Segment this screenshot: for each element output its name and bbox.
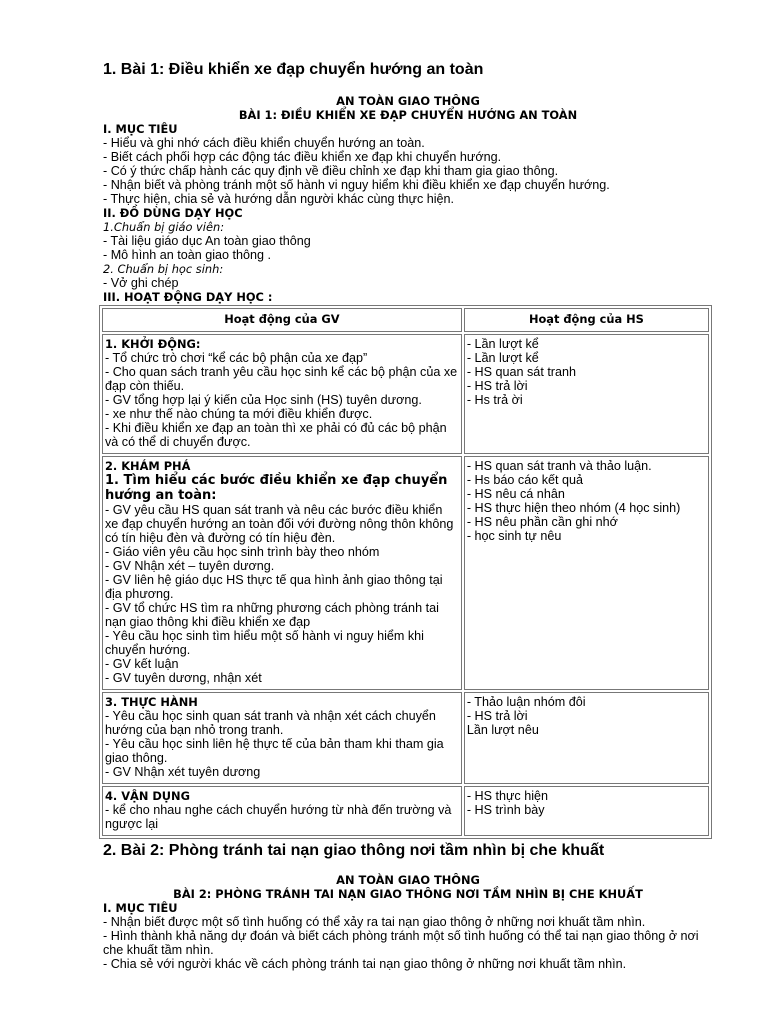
lesson2-objectives bbox=[103, 915, 713, 971]
lesson1-title-line2: BÀI 1: ĐIỀU KHIỂN XE ĐẠP CHUYỂN HƯỚNG AN TOÀN bbox=[238, 108, 578, 122]
lesson2-title-line2: BÀI 2: PHÒNG TRÁNH TAI NẠN GIAO THÔNG NƠI TẦM NHÌN BỊ CHE KHUẤT bbox=[173, 887, 643, 901]
gv-cell bbox=[102, 692, 462, 784]
gv-line: - Yêu cầu học sinh liên hệ thực tế của bản tham khi tham gia giao thông. bbox=[105, 737, 444, 765]
hs-line: - HS nêu cá nhân bbox=[466, 487, 565, 501]
table-row-practice bbox=[102, 692, 709, 784]
column-header-hs: Hoạt động của HS bbox=[464, 308, 709, 332]
hs-line: - học sinh tự nêu bbox=[466, 529, 562, 543]
hs-line: - HS trình bày bbox=[466, 803, 545, 817]
objective-item: - Hình thành khả năng dự đoán và biết cách phòng tránh một số tình huống có thể tai nạn giao thông ở nơi che khuất tầm nhìn. bbox=[103, 929, 699, 957]
hs-line: - Lần lượt kể bbox=[466, 351, 539, 365]
lesson1-title-line1: AN TOÀN GIAO THÔNG bbox=[336, 94, 480, 108]
activities-table bbox=[99, 305, 712, 839]
hs-line: - Hs trả ời bbox=[466, 393, 523, 407]
objective-item: - Hiểu và ghi nhớ cách điều khiển chuyển hướng an toàn. bbox=[103, 136, 425, 150]
activity-heading: 2. KHÁM PHÁ bbox=[105, 459, 191, 473]
activity-heading: 3. THỰC HÀNH bbox=[105, 695, 198, 709]
gv-line: - Tổ chức trò chơi “kể các bộ phận của xe đạp” bbox=[105, 351, 368, 365]
hs-line: - HS thực hiện theo nhóm (4 học sinh) bbox=[466, 501, 681, 515]
lesson1-section1-title: I. MỤC TIÊU bbox=[103, 122, 178, 136]
lesson1-section2-title: II. ĐỒ DÙNG DẠY HỌC bbox=[103, 206, 243, 220]
table-row-apply bbox=[102, 786, 709, 836]
hs-cell bbox=[464, 786, 709, 836]
activity-heading: 1. KHỞI ĐỘNG: bbox=[105, 337, 201, 351]
gv-line: - GV tuyên dương, nhận xét bbox=[105, 671, 262, 685]
lesson1-objectives bbox=[103, 136, 713, 206]
student-prep-item: - Vở ghi chép bbox=[103, 276, 179, 290]
teacher-prep-item: - Mô hình an toàn giao thông . bbox=[103, 248, 272, 262]
gv-cell bbox=[102, 456, 462, 690]
objective-item: - Thực hiện, chia sẻ và hướng dẫn người khác cùng thực hiện. bbox=[103, 192, 455, 206]
hs-line: - HS trả lời bbox=[466, 709, 528, 723]
lesson2-section1-title: I. MỤC TIÊU bbox=[103, 901, 178, 915]
gv-line: - kể cho nhau nghe cách chuyển hướng từ nhà đến trường và ngược lại bbox=[105, 803, 452, 831]
lesson1-heading: 1. Bài 1: Điều khiển xe đạp chuyển hướng an toàn bbox=[103, 61, 484, 78]
column-header-gv: Hoạt động của GV bbox=[102, 308, 462, 332]
gv-line: - GV kết luận bbox=[105, 657, 179, 671]
hs-line: - HS trả lời bbox=[466, 379, 528, 393]
lesson2-heading: 2. Bài 2: Phòng tránh tai nạn giao thông nơi tầm nhìn bị che khuất bbox=[103, 842, 605, 859]
objective-item: - Biết cách phối hợp các động tác điều khiển xe đạp khi chuyển hướng. bbox=[103, 150, 502, 164]
table-row-warmup bbox=[102, 334, 709, 454]
gv-cell bbox=[102, 334, 462, 454]
hs-line: Lần lượt nêu bbox=[466, 723, 539, 737]
gv-line: - Khi điều khiển xe đạp an toàn thì xe phải có đủ các bộ phận và có thể di chuyển được. bbox=[105, 421, 447, 449]
teacher-prep-heading: 1.Chuẩn bị giáo viên: bbox=[103, 220, 225, 234]
activity-subheading: 1. Tìm hiểu các bước điều khiển xe đạp chuyển hướng an toàn: bbox=[105, 473, 448, 503]
objective-item: - Nhận biết và phòng tránh một số hành vi nguy hiểm khi điều khiển xe đạp chuyển hướng. bbox=[103, 178, 610, 192]
hs-cell bbox=[464, 692, 709, 784]
hs-line: - Lần lượt kể bbox=[466, 337, 539, 351]
activity-heading: 4. VẬN DỤNG bbox=[105, 789, 190, 803]
hs-line: - Hs báo cáo kết quả bbox=[466, 473, 584, 487]
gv-line: - Yêu cầu học sinh tìm hiểu một số hành vi nguy hiểm khi chuyển hướng. bbox=[105, 629, 424, 657]
gv-cell bbox=[102, 786, 462, 836]
table-header-row bbox=[102, 308, 709, 332]
gv-line: - GV liên hệ giáo dục HS thực tế qua hình ảnh giao thông tại địa phương. bbox=[105, 573, 443, 601]
gv-line: - Cho quan sách tranh yêu cầu học sinh kể các bộ phận của xe đạp còn thiếu. bbox=[105, 365, 458, 393]
gv-line: - xe như thế nào chúng ta mới điều khiển được. bbox=[105, 407, 373, 421]
gv-line: - GV tổng hợp lại ý kiến của Học sinh (HS) tuyên dương. bbox=[105, 393, 422, 407]
gv-line: - GV tổ chức HS tìm ra những phương cách phòng tránh tai nạn giao thông khi điều khiển xe đạp bbox=[105, 601, 439, 629]
hs-line: - HS nêu phần cần ghi nhớ bbox=[466, 515, 618, 529]
hs-line: - HS quan sát tranh và thảo luận. bbox=[466, 459, 652, 473]
hs-line: - HS thực hiện bbox=[466, 789, 549, 803]
lesson2-title-line1: AN TOÀN GIAO THÔNG bbox=[336, 873, 480, 887]
hs-line: - Thảo luận nhóm đôi bbox=[466, 695, 586, 709]
gv-line: - Giáo viên yêu cầu học sinh trình bày theo nhóm bbox=[105, 545, 380, 559]
hs-cell bbox=[464, 334, 709, 454]
objective-item: - Chia sẻ với người khác về cách phòng tránh tai nạn giao thông ở những nơi khuất tầm nhìn. bbox=[103, 957, 627, 971]
student-prep-heading: 2. Chuẩn bị học sinh: bbox=[103, 262, 224, 276]
objective-item: - Nhận biết được một số tình huống có thể xảy ra tai nạn giao thông ở những nơi khuất tầm nhìn. bbox=[103, 915, 646, 929]
gv-line: - GV Nhận xét tuyên dương bbox=[105, 765, 261, 779]
gv-line: - GV Nhận xét – tuyên dương. bbox=[105, 559, 275, 573]
teacher-prep-item: - Tài liệu giáo dục An toàn giao thông bbox=[103, 234, 311, 248]
gv-line: - Yêu cầu học sinh quan sát tranh và nhận xét cách chuyển hướng của bạn nhỏ trong tranh. bbox=[105, 709, 436, 737]
lesson1-section3-title: III. HOẠT ĐỘNG DẠY HỌC : bbox=[103, 290, 273, 304]
objective-item: - Có ý thức chấp hành các quy định về điều chỉnh xe đạp khi tham gia giao thông. bbox=[103, 164, 559, 178]
hs-cell bbox=[464, 456, 709, 690]
table-row-explore bbox=[102, 456, 709, 690]
hs-line: - HS quan sát tranh bbox=[466, 365, 577, 379]
gv-line: - GV yêu cầu HS quan sát tranh và nêu các bước điều khiển xe đạp chuyển hướng an toàn đối với đường nông thôn không có tín hiệu đèn và đường có tín hiệu đèn. bbox=[105, 503, 454, 545]
